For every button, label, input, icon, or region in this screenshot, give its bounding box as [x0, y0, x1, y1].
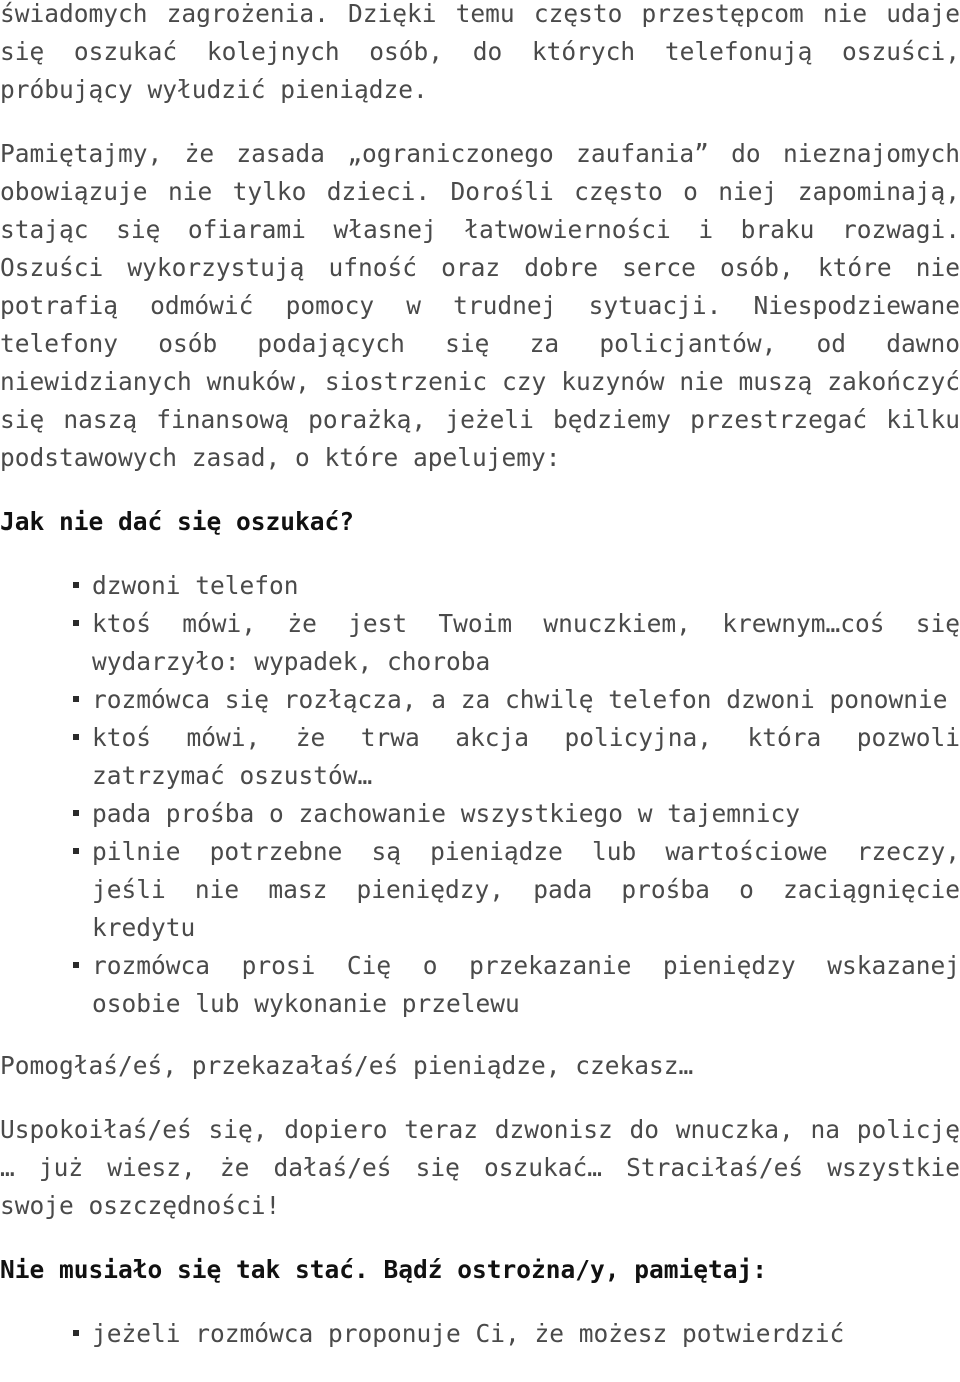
list-item: jeżeli rozmówca proponuje Ci, że możesz potwierdzić — [92, 1315, 960, 1353]
section-heading-remember: Nie musiało się tak stać. Bądź ostrożna/y, pamiętaj: — [0, 1255, 768, 1284]
list-item: rozmówca się rozłącza, a za chwilę telefon dzwoni ponownie — [92, 681, 960, 719]
bullet-square-icon — [73, 582, 79, 588]
bullet-square-icon — [73, 696, 79, 702]
bullet-square-icon — [73, 734, 79, 740]
list-item: pada prośba o zachowanie wszystkiego w tajemnicy — [92, 795, 960, 833]
list-item: dzwoni telefon — [92, 567, 960, 605]
bullet-square-icon — [73, 810, 79, 816]
bullet-square-icon — [73, 962, 79, 968]
list-item: ktoś mówi, że jest Twoim wnuczkiem, krewnym…coś się wydarzyło: wypadek, choroba — [92, 605, 960, 681]
scam-steps-list — [0, 567, 960, 1023]
bullet-square-icon — [73, 848, 79, 854]
helped-paragraph: Pomogłaś/eś, przekazałaś/eś pieniądze, czekasz… — [0, 1051, 694, 1080]
calmed-paragraph: Uspokoiłaś/eś się, dopiero teraz dzwonisz do wnuczka, na policję … już wiesz, że dałaś/eś się oszukać… Straciłaś/eś wszystkie swoje oszczędności! — [0, 1115, 960, 1220]
list-item: ktoś mówi, że trwa akcja policyjna, która pozwoli zatrzymać oszustów… — [92, 719, 960, 795]
bullet-square-icon — [73, 620, 79, 626]
tips-list — [0, 1315, 960, 1353]
section-heading-how: Jak nie dać się oszukać? — [0, 507, 355, 536]
list-item: rozmówca prosi Cię o przekazanie pieniędzy wskazanej osobie lub wykonanie przelewu — [92, 947, 960, 1023]
bullet-square-icon — [73, 1330, 79, 1336]
trust-paragraph: Pamiętajmy, że zasada „ograniczonego zaufania” do nieznajomych obowiązuje nie tylko dzieci. Dorośli często o niej zapominają, stając się ofiarami własnej łatwowierności i braku rozwagi. Oszuści wykorzystują ufność oraz dobre serce osób, które nie potrafią odmówić pomocy w trudnej sytuacji. Niespodziewane telefony osób podających się za policjantów, od dawno niewidzianych wnuków, siostrzenic czy kuzynów nie muszą zakończyć się naszą finansową porażką, jeżeli będziemy przestrzegać kilku podstawowych zasad, o które apelujemy: — [0, 139, 960, 472]
list-item: pilnie potrzebne są pieniądze lub wartościowe rzeczy, jeśli nie masz pieniędzy, pada prośba o zaciągnięcie kredytu — [92, 833, 960, 947]
intro-paragraph: świadomych zagrożenia. Dzięki temu często przestępcom nie udaje się oszukać kolejnych osób, do których telefonują oszuści, próbujący wyłudzić pieniądze. — [0, 0, 960, 104]
